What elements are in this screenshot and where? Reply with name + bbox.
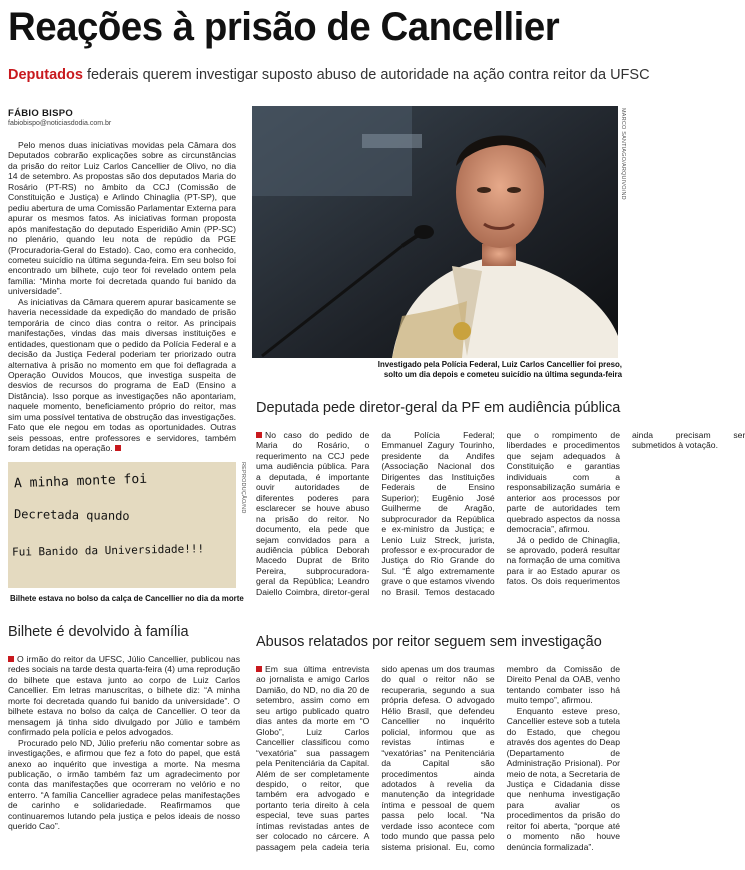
- section-pf-title: Deputada pede diretor-geral da PF em audiência pública: [256, 400, 621, 416]
- note-line: A minha monte foi: [13, 471, 148, 492]
- section-pf-body: [256, 430, 745, 606]
- main-paragraph: As iniciativas da Câmara querem apurar basicamente se haveria necessidade da expedição do mandado de prisão temporária de cinco dias contra o reitor. As principais manifestações, vindas das mais diversas instituições e entidades, questionam que o pedido da Polícia Federal e a decisão da Justiça Federal poderiam ter priorizado outra alternativa à prisão no momento em que foi deflagrada a Operação Ouvidos Moucos, que investiga suspeita de desvios de recursos do programa de EaD (Ensino a Distância). Isso porque as investigações não apontariam, naquele momento, beneficiamento próprio do reitor, mas sim uma possível tentativa de obstrução das investigações. Fato que ele negou em todas as oportunidades. Outras seis pessoas, entre professores e servidores, também foram detidas na operação.: [8, 296, 236, 454]
- deck-kicker: Deputados: [8, 67, 83, 83]
- section-abusos-paragraph: Em sua última entrevista ao jornalista e amigo Carlos Damião, do ND, no dia 20 de setembro, assim como em seu artigo publicado quatro dias antes da morte em “O Globo”, Luiz Carlos Cancellier classificou como “vexatória” sua passagem pela Penitenciária da Capital. Além de ser completamente despido, o reitor, que também era advogado e portanto teria direito à cela especial, teve suas partes íntimas revistadas antes de ser colocado no cárcere. A passagem pela cadeia teria sido apenas um dos traumas do qual o reitor não se recuperaria, segundo a sua própria defesa. O advogado Hélio Brasil, que defendeu Cancellier no inquérito policial, informou que as revistas íntimas e “vexatórias” na Penitenciária da Capital são procedimentos ainda adotados à revelia da manutenção da integridade íntima e pessoal de quem passa pelo local. “Na verdade isso acontece com todo mundo que passa pelo sistema prisional. Eu, como membro da Comissão de Direito Penal da OAB, venho tentando combater isso há muito tempo”, afirmou.: [256, 664, 620, 852]
- handwritten-note: [8, 462, 236, 588]
- main-article: [8, 140, 236, 454]
- section-bilhete-paragraph: Procurado pelo ND, Júlio preferiu não comentar sobre as investigações, e afirmou que fez a foto do papel, que está anexo ao inquérito que investiga a morte. Na mesma publicação, o irmão também faz um agradecimento por conta das manifestações que ocorreram no velório e no enterro. “A família Cancellier agradece pelas manifestações de carinho e solidariedade. Reafirmamos que continuaremos lutando pela justiça e pelos ideais de nosso querido Cao”.: [8, 737, 240, 832]
- section-abusos-title: Abusos relatados por reitor seguem sem investigação: [256, 634, 602, 650]
- note-line: Fui Banido da Universidade!!!: [11, 542, 205, 559]
- section-bilhete-title: Bilhete é devolvido à família: [8, 624, 189, 640]
- section-start-icon: [8, 656, 14, 662]
- deck-text: federais querem investigar suposto abuso de autoridade na ação contra reitor da UFSC: [82, 67, 650, 83]
- section-abusos-paragraph: Enquanto esteve preso, Cancellier esteve sob a tutela do Estado, que chegou através dos agentes do Deap (Departamento de Administração Prisional). Por meio de nota, a Secretaria de Justiça e Cidadania disse que nenhuma investigação para avaliar os procedimentos da prisão do reitor foi aberta, “porque até o momento não houve denúncia formalizada”.: [506, 705, 620, 852]
- section-bilhete-paragraph: O irmão do reitor da UFSC, Júlio Cancellier, publicou nas redes sociais na tarde desta quarta-feira (4) uma reprodução do bilhete que estava junto ao corpo de Luiz Carlos Cancellier. Em letras manuscritas, o bilhete diz: “A minha morte foi decretada quando fui banido da universidade”. O bilhete estava no bolso da calça de Cancellier. O teor da mensagem já tinha sido divulgado por Júlio e também confirmado pela polícia e pelos advogados.: [8, 654, 240, 738]
- photo-credit: MARCO SANTIAGO/ARQUIVO/ND: [620, 108, 626, 200]
- headline: Reações à prisão de Cancellier: [8, 5, 560, 49]
- reitor-photo: [252, 106, 618, 358]
- byline-author: FÁBIO BISPO: [8, 108, 74, 119]
- end-mark-icon: [115, 445, 121, 451]
- section-pf-paragraph: Já o pedido de Chinaglia, se aprovado, poderá resultar na formação de uma comitiva para ir ao Estado apurar os fatos. Os dois requerimentos ainda precisam ser submetidos à votação.: [506, 430, 745, 587]
- main-paragraph: Pelo menos duas iniciativas movidas pela Câmara dos Deputados cobrarão explicações sobre as circunstâncias da prisão do reitor Luiz Carlos Cancellier de Olivo, no dia 14 de setembro. As propostas são dos deputados Maria do Rosário (PT-RS) no âmbito da CCJ (Comissão de Constituição e Justiça) e Arlindo Chinaglia (PT-SP), que pediu abertura de uma Comissão Parlamentar Externa para apurar os mesmos fatos. As iniciativas forman proposta após manifestação do deputado Esperidião Amin (PP-SC) no plenário, quando leu nota de repúdio da PGE (Procuradoria-Geral do Estado). Cao, como era conhecido, cometeu suicídio na última segunda-feira. Em seu bolso foi encontrado um bilhete, cujo teor foi revelado ontem pela família: “Minha morte foi decretada quando fui banido da universidade”.: [8, 140, 236, 297]
- section-start-icon: [256, 432, 262, 438]
- section-start-icon: [256, 666, 262, 672]
- section-bilhete-body: [8, 654, 240, 832]
- section-pf-paragraph: No caso do pedido de Maria do Rosário, o requerimento na CCJ pede uma audiência pública. Para a deputada, é importante ouvir autoridades de diferentes poderes para esclarecer se houve abuso na prisão do reitor. No documento, ela pede que sejam convidados para a audiência pública Deborah Macedo Duprat de Brito Pereira, subprocuradora-geral da República; Leandro Daiello Coimbra, diretor-geral da Polícia Federal; Emmanuel Zagury Tourinho, presidente da Andifes (Associação Nacional dos Dirigentes das Instituições Federais de Ensino Superior); Eugênio José Guilherme de Aragão, subprocurador da República e ex-ministro da Justiça; e Lenio Luiz Streck, jurista, professor e ex-procurador de Justiça do Rio Grande do Sul. “É algo extremamente grave o que estamos vivendo no Brasil. Temos destacado que o rompimento de liberdades e procedimentos que sejam adequados à Constituição e garantias individuais com a responsabilização sumária e anterior aos processos por parte de autoridades tem quebrado aspectos da nossa democracia”, afirmou.: [256, 430, 620, 597]
- photo-caption: Investigado pela Polícia Federal, Luiz Carlos Cancellier foi preso, solto um dia depois e cometeu suicídio na última segunda-feira: [377, 360, 622, 379]
- note-caption: Bilhete estava no bolso da calça de Cancellier no dia da morte: [10, 594, 244, 603]
- note-line: Decretada quando: [13, 506, 130, 524]
- reitor-photo-illustration: [252, 106, 618, 358]
- note-credit: REPRODUÇÃO/ND: [240, 462, 246, 514]
- deck: [8, 66, 650, 85]
- section-abusos-body: [256, 664, 620, 864]
- byline-email: fabiobispo@noticiasdodia.com.br: [8, 120, 112, 127]
